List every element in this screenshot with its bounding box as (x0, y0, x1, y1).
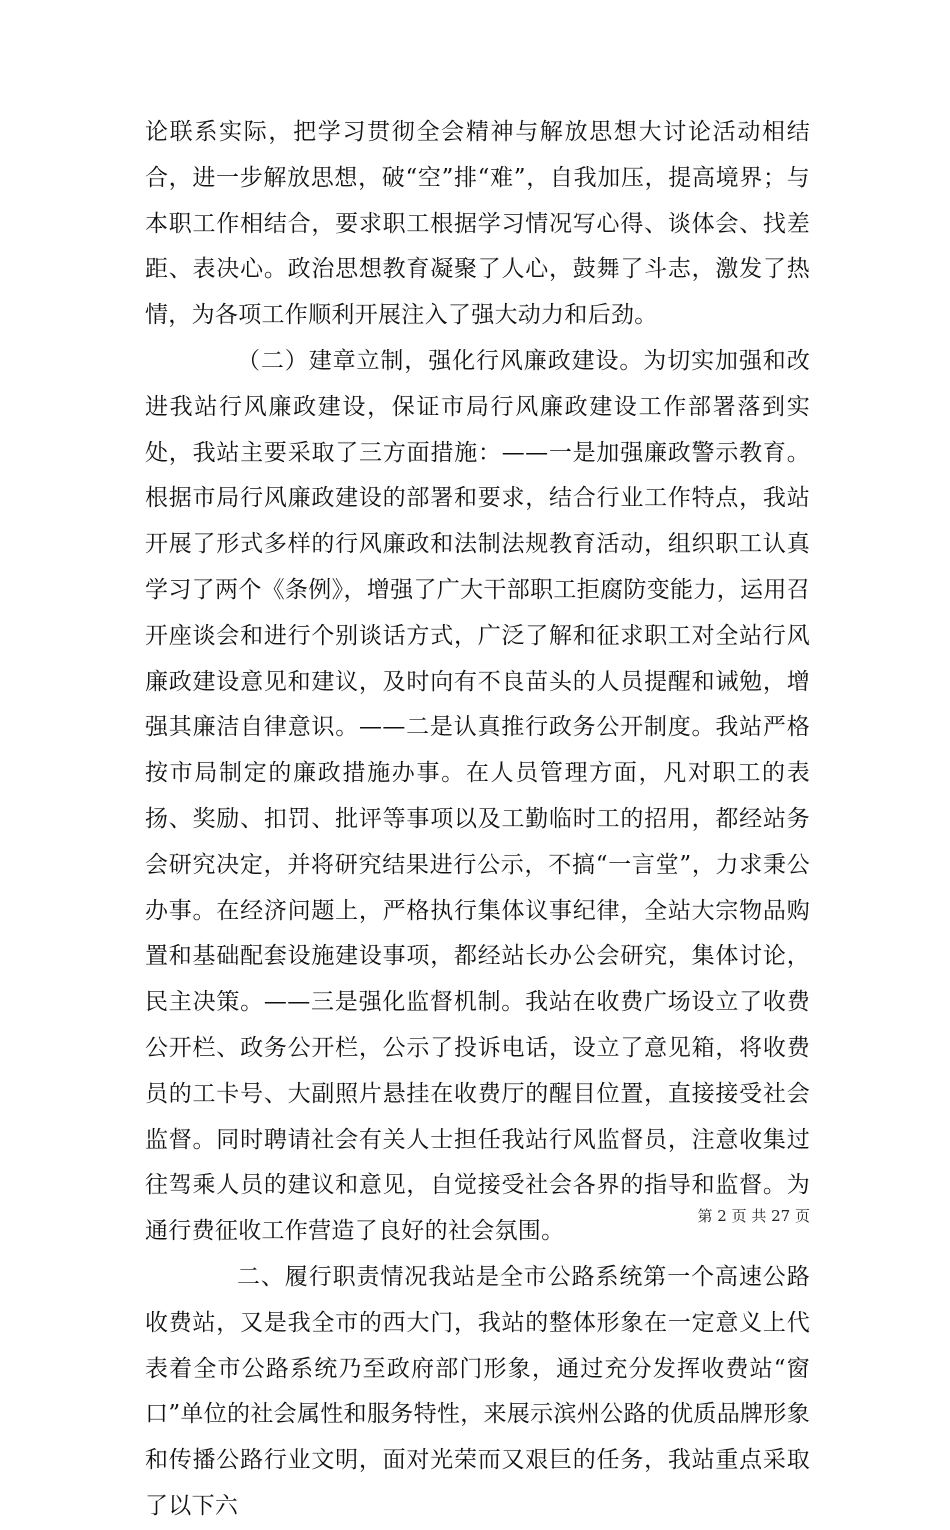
page-number-footer: 第 2 页 共 27 页 (697, 1207, 810, 1225)
document-body (145, 110, 810, 1530)
paragraph-2: （二）建章立制，强化行风廉政建设。为切实加强和改进我站行风廉政建设，保证市局行风廉政建设工作部署落到实处，我站主要采取了三方面措施：——一是加强廉政警示教育。根据市局行风廉政建设的部署和要求，结合行业工作特点，我站开展了形式多样的行风廉政和法制法规教育活动，组织职工认真学习了两个《条例》，增强了广大干部职工拒腐防变能力，运用召开座谈会和进行个别谈话方式，广泛了解和征求职工对全站行风廉政建设意见和建议，及时向有不良苗头的人员提醒和诫勉，增强其廉洁自律意识。——二是认真推行政务公开制度。我站严格按市局制定的廉政措施办事。在人员管理方面，凡对职工的表扬、奖励、扣罚、批评等事项以及工勤临时工的招用，都经站务会研究决定，并将研究结果进行公示，不搞“一言堂”，力求秉公办事。在经济问题上，严格执行集体议事纪律，全站大宗物品购置和基础配套设施建设事项，都经站长办公会研究，集体讨论，民主决策。——三是强化监督机制。我站在收费广场设立了收费公开栏、政务公开栏，公示了投诉电话，设立了意见箱，将收费员的工卡号、大副照片悬挂在收费厅的醒目位置，直接接受社会监督。同时聘请社会有关人士担任我站行风监督员，注意收集过往驾乘人员的建议和意见，自觉接受社会各界的指导和监督。为通行费征收工作营造了良好的社会氛围。 (145, 347, 810, 1245)
paragraph-3: 二、履行职责情况我站是全市公路系统第一个高速公路收费站，又是我全市的西大门，我站的整体形象在一定意义上代表着全市公路系统乃至政府部门形象，通过充分发挥收费站“窗口”单位的社会属性和服务特性，来展示滨州公路的优质品牌形象和传播公路行业文明，面对光荣而又艰巨的任务，我站重点采取了以下六 (145, 1263, 810, 1519)
paragraph-1: 论联系实际，把学习贯彻全会精神与解放思想大讨论活动相结合，进一步解放思想，破“空”排“难”，自我加压，提高境界；与本职工作相结合，要求职工根据学习情况写心得、谈体会、找差距、表决心。政治思想教育凝聚了人心，鼓舞了斗志，激发了热情，为各项工作顺利开展注入了强大动力和后劲。 (145, 119, 810, 329)
